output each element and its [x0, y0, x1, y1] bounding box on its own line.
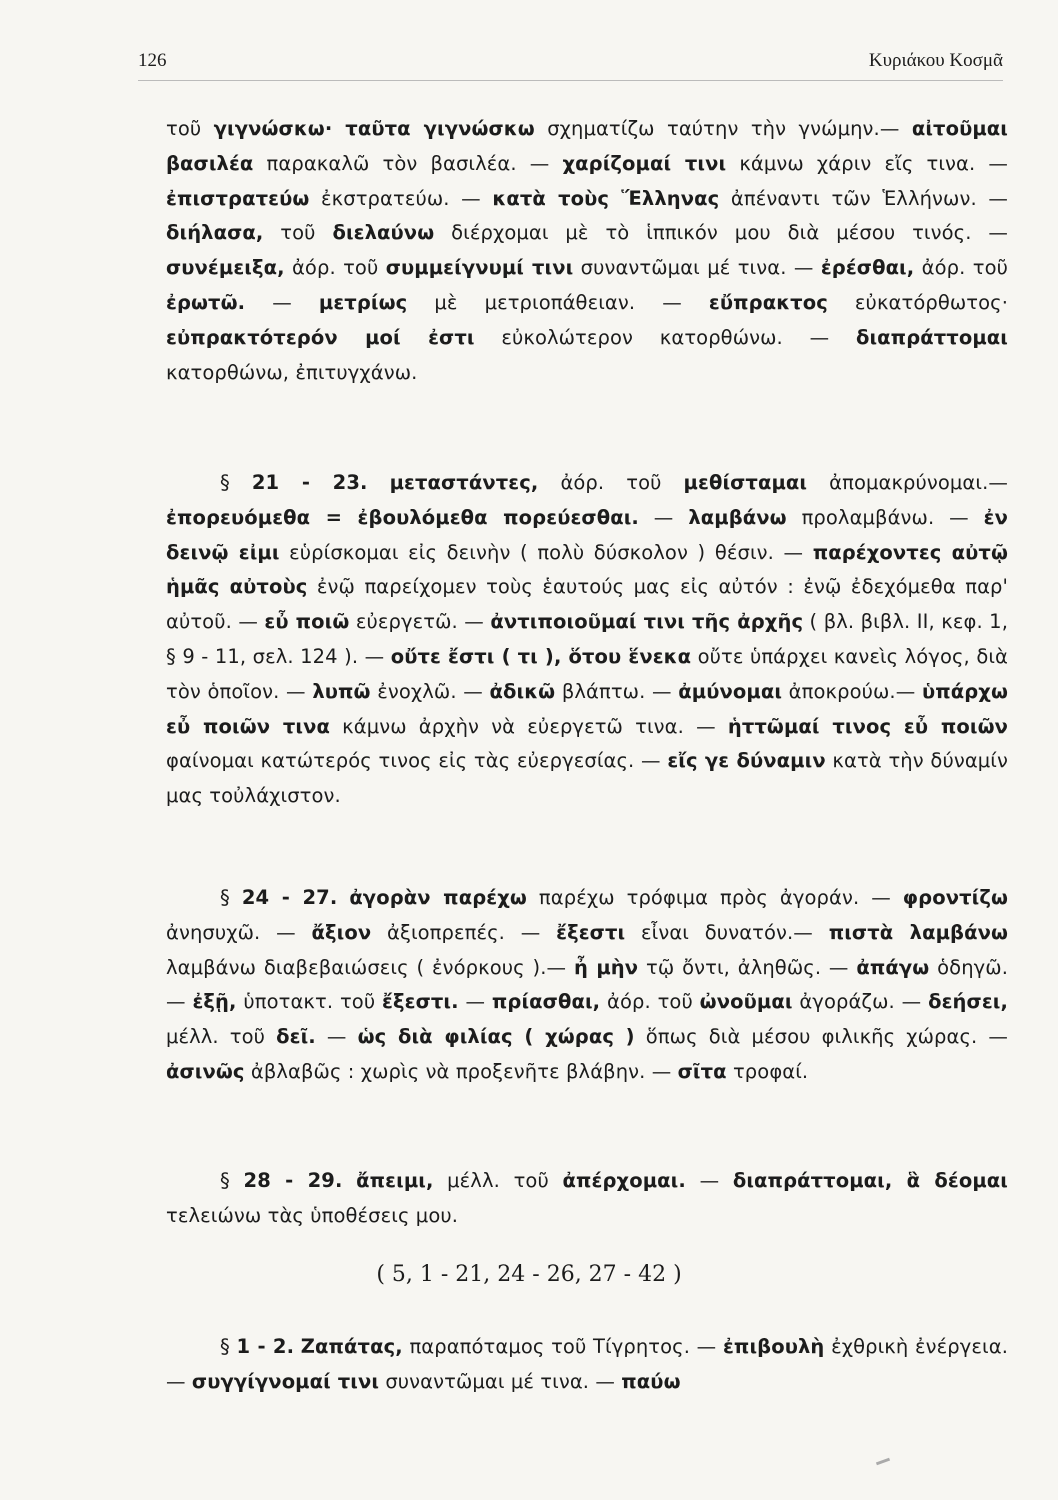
headword: λαμβάνω [688, 505, 787, 529]
definition-text: παρακαλῶ τὸν βασιλέα. — [253, 151, 563, 175]
definition-text: κατὰ τὴν δύναμίν μας τοὐλάχιστον. [166, 749, 1008, 808]
stray-mark [876, 1458, 890, 1466]
definition-text: ἀόρ. τοῦ [600, 990, 700, 1014]
headword: δεῖ. [276, 1025, 316, 1049]
page-number: 126 [138, 50, 167, 71]
headword: ἀσινῶς [166, 1059, 245, 1083]
definition-text: εὐεργετῶ. — [349, 610, 491, 634]
headword: σῖτα [677, 1059, 727, 1083]
definition-text: τῷ ὄντι, ἀληθῶς. — [638, 955, 857, 979]
definition-text: ἀγοράζω. — [792, 990, 929, 1014]
headword: συνέμειξα, [166, 256, 285, 280]
definition-text: παρέχω τρόφιμα πρὸς ἀγοράν. — [526, 886, 903, 909]
definition-text: ἀπέναντι τῶν Ἑλλήνων. — [719, 186, 1008, 210]
headword: ἔξεστι. [382, 990, 459, 1014]
headword: παρέχοντες αὐτῷ ἡμᾶς αὐτοὺς [166, 540, 1008, 599]
glossary-paragraph [166, 881, 1008, 1090]
glossary-paragraph [166, 1164, 1008, 1234]
definition-text: κάμνω χάριν εἴς τινα. — [726, 151, 1008, 175]
headword: λυπῶ [312, 679, 371, 703]
definition-text: ἐνοχλῶ. — [370, 679, 490, 703]
definition-text: § [220, 886, 242, 909]
headword: διαπράττομαι [855, 325, 1008, 349]
definition-text: — [458, 990, 492, 1014]
definition-text [337, 886, 349, 909]
headword: ἦ μὴν [573, 955, 639, 979]
headword: ἀδικῶ [489, 679, 556, 703]
headword: οὔτε ἔστι ( τι ), ὅτου ἕνεκα [390, 644, 692, 668]
headword: ἀντιποιοῦμαί τινι τῆς ἀρχῆς [490, 610, 804, 634]
definition-text: τοῦ [166, 117, 214, 140]
definition-text: § [220, 1169, 244, 1192]
headword: διήλασα, [166, 221, 264, 245]
section-heading: ( 5, 1 - 21, 24 - 26, 27 - 42 ) [376, 1262, 682, 1287]
headword: εἴς γε δύναμιν [667, 749, 826, 773]
definition-text: — [638, 505, 689, 529]
headword: ἔξεστι [556, 920, 626, 944]
glossary-paragraph [166, 1330, 1008, 1400]
definition-text: ἀόρ. τοῦ [538, 471, 684, 494]
definition-text: λαμβάνω διαβεβαιώσεις ( ἐνόρκους ).— [166, 955, 574, 979]
definition-text: § [220, 471, 252, 494]
glossary-paragraph [166, 112, 1008, 390]
headword: πιστὰ λαμβάνω [828, 920, 1009, 944]
definition-text: τελειώνω τὰς ὑποθέσεις μου. [166, 1203, 459, 1227]
definition-text [294, 1335, 301, 1358]
definition-text: εἶναι δυνατόν.— [625, 920, 829, 944]
definition-text: ἀόρ. τοῦ [914, 256, 1009, 280]
headword: ἄπειμι, [356, 1169, 434, 1192]
headword: ἐπορευόμεθα = ἐβουλόμεθα πορεύεσθαι. [166, 505, 639, 529]
definition-text: συναντῶμαι μέ τινα. — [573, 256, 821, 280]
headword: χαρίζομαί τινι [562, 151, 727, 175]
definition-text: ἀβλαβῶς : χωρὶς νὰ προξενῆτε βλάβην. — [244, 1059, 678, 1083]
definition-text: βλάπτω. — [555, 679, 679, 703]
definition-text: παραπόταμος τοῦ Τίγρητος. — [402, 1335, 723, 1358]
definition-text: τοῦ [263, 221, 333, 245]
headword: κατὰ τοὺς Ἕλληνας [492, 186, 720, 210]
definition-text: ( βλ. βιβλ. II, κεφ. 1, § 9 - 11, σελ. 124 ). — [166, 610, 1008, 668]
headword: ἐπιστρατεύω [166, 186, 310, 210]
definition-text: ἀξιοπρεπές. — [371, 920, 557, 944]
headword: δεήσει, [928, 990, 1008, 1014]
headword: ἄξιον [311, 920, 372, 944]
headword: ἡττῶμαί τινος εὖ ποιῶν [727, 714, 1008, 738]
definition-text: διέρχομαι μὲ τὸ ἱππικόν μου διὰ μέσου τινός. — [434, 221, 1008, 245]
headword: ἐπιβουλὴ [722, 1335, 825, 1358]
definition-text: οὔτε ὑπάρχει κανεὶς λόγος, διὰ τὸν ὁποῖον. — [166, 644, 1008, 703]
headword: ἀμύνομαι [678, 679, 783, 703]
definition-text: ἐχθρικὴ ἐνέργεια. — [166, 1335, 1008, 1393]
definition-text: ἐνῷ παρείχομεν τοὺς ἑαυτούς μας εἰς αὐτόν : ἐνῷ ἐδεχόμεθα παρ' αὐτοῦ. — [166, 575, 1008, 634]
definition-text: μέλλ. τοῦ [166, 1025, 277, 1049]
definition-text: ὑποτακτ. τοῦ [236, 990, 383, 1014]
definition-text: φαίνομαι κατώτερός τινος εἰς τὰς εὐεργεσίας. — [166, 749, 668, 773]
headword: ὡς διὰ φιλίας ( χώρας ) [357, 1025, 635, 1049]
definition-text: § [220, 1335, 237, 1358]
definition-text [342, 1169, 356, 1192]
glossary-paragraph [166, 466, 1008, 814]
headword: ἀπάγω [856, 955, 930, 979]
definition-text: συναντῶμαι μέ τινα. — [379, 1369, 622, 1393]
headword: μετρίως [318, 290, 408, 314]
definition-text: ἀπομακρύνομαι.— [807, 471, 1008, 494]
definition-text: ὁδηγῶ. — [166, 955, 1009, 1014]
headword: ὠνοῦμαι [699, 990, 793, 1014]
definition-text: κάμνω ἀρχὴν νὰ εὐεργετῶ τινα. — [330, 714, 728, 738]
headword: μεταστάντες, [389, 471, 539, 494]
definition-text: εὑρίσκομαι εἰς δεινὴν ( πολὺ δύσκολον ) θέσιν. — [279, 540, 813, 564]
headword: ἐρέσθαι, [820, 256, 915, 280]
headword: γιγνώσκω· ταῦτα γιγνώσκω [213, 117, 535, 140]
header-rule [138, 80, 1003, 81]
running-head: Κυριάκου Κοσμᾶ [868, 50, 1003, 71]
headword: Ζαπάτας, [300, 1335, 403, 1358]
headword: διελαύνω [332, 221, 435, 245]
headword: εὐπρακτότερόν μοί ἐστι [166, 325, 475, 349]
headword: μεθίσταμαι [683, 471, 808, 494]
headword: ἐν δεινῷ εἰμι [166, 505, 1008, 564]
definition-text: προλαμβάνω. — [786, 505, 984, 529]
headword: συγγίγνομαί τινι [191, 1369, 380, 1393]
definition-text: ἀποκρούω.— [782, 679, 922, 703]
definition-text: μέλλ. τοῦ [433, 1169, 563, 1192]
definition-text: — [245, 290, 319, 314]
definition-text: ὅπως διὰ μέσου φιλικῆς χώρας. — [634, 1025, 1009, 1049]
headword: παύω [621, 1369, 681, 1393]
headword: ἀγορὰν παρέχω [349, 886, 527, 909]
headword: 21 - 23. [251, 471, 368, 494]
headword: αἰτοῦμαι βασιλέα [166, 117, 1008, 175]
headword: διαπράττομαι, ἃ δέομαι [732, 1169, 1008, 1192]
headword: 28 - 29. [243, 1169, 343, 1192]
headword: συμμείγνυμί τινι [385, 256, 574, 280]
headword: ἐξῇ, [192, 990, 237, 1014]
definition-text: ἐκστρατεύω. — [309, 186, 493, 210]
definition-text: εὐκολώτερον κατορθώνω. — [474, 325, 856, 349]
definition-text: κατορθώνω, ἐπιτυγχάνω. [166, 360, 418, 384]
headword: 1 - 2. [236, 1335, 295, 1358]
headword: εὔπρακτος [708, 290, 828, 314]
definition-text: ἀνησυχῶ. — [166, 920, 312, 944]
headword: ἐρωτῶ. [166, 290, 246, 314]
definition-text: — [685, 1169, 733, 1192]
headword: φροντίζω [902, 886, 1008, 909]
definition-text: τροφαί. [726, 1059, 809, 1083]
definition-text: μὲ μετριοπάθειαν. — [407, 290, 709, 314]
headword: εὖ ποιῶ [264, 610, 350, 634]
definition-text: εὐκατόρθωτος· [827, 290, 1009, 314]
definition-text: σχηματίζω ταύτην τὴν γνώμην.— [534, 117, 912, 140]
headword: πρίασθαι, [491, 990, 601, 1014]
headword: 24 - 27. [241, 886, 338, 909]
definition-text: ἀόρ. τοῦ [284, 256, 386, 280]
headword: ἀπέρχομαι. [562, 1169, 686, 1192]
definition-text [368, 471, 390, 494]
headword: ὑπάρχω εὖ ποιῶν τινα [166, 679, 1009, 738]
definition-text: — [315, 1025, 358, 1049]
